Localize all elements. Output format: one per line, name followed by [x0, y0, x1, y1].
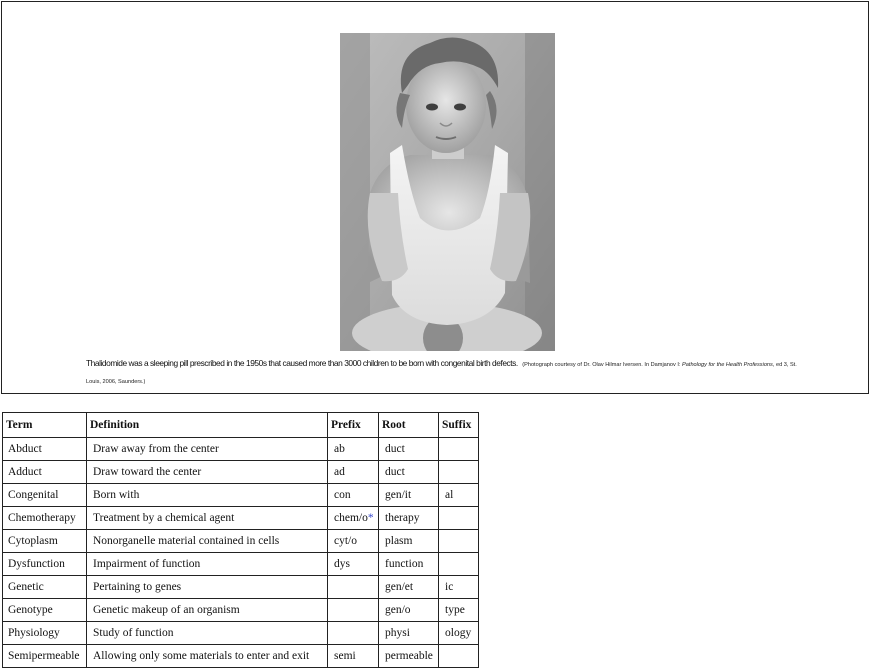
table-row [3, 645, 479, 668]
prefix-text: chem/o [334, 512, 368, 524]
cell-definition: Impairment of function [87, 553, 328, 576]
cell-root: therapy [379, 507, 439, 530]
cell-root: function [379, 553, 439, 576]
cell-root: duct [379, 461, 439, 484]
cell-suffix: al [439, 484, 479, 507]
header-definition: Definition [87, 413, 328, 438]
cell-suffix: type [439, 599, 479, 622]
caption-credit-prefix: (Photograph courtesy of Dr. Olav Hilmar Iversen. In Damjanov I: [522, 362, 681, 368]
terms-table [2, 412, 479, 668]
cell-prefix [328, 484, 379, 507]
cell-term: Genotype [3, 599, 87, 622]
cell-term: Congenital [3, 484, 87, 507]
prefix-text: con [334, 489, 351, 501]
cell-term: Abduct [3, 438, 87, 461]
table-row [3, 461, 479, 484]
cell-suffix [439, 461, 479, 484]
cell-term: Cytoplasm [3, 530, 87, 553]
cell-root: plasm [379, 530, 439, 553]
prefix-mark: * [367, 512, 374, 524]
table-row [3, 622, 479, 645]
cell-root: physi [379, 622, 439, 645]
cell-prefix [328, 622, 379, 645]
cell-term: Physiology [3, 622, 87, 645]
cell-suffix: ic [439, 576, 479, 599]
cell-prefix [328, 599, 379, 622]
cell-suffix [439, 645, 479, 668]
cell-suffix [439, 553, 479, 576]
table-row [3, 484, 479, 507]
cell-suffix [439, 507, 479, 530]
cell-prefix [328, 553, 379, 576]
cell-term: Chemotherapy [3, 507, 87, 530]
table-row [3, 576, 479, 599]
table-row [3, 438, 479, 461]
cell-definition: Genetic makeup of an organism [87, 599, 328, 622]
prefix-text: semi [334, 650, 356, 662]
header-prefix: Prefix [328, 413, 379, 438]
cell-prefix [328, 461, 379, 484]
cell-definition: Draw away from the center [87, 438, 328, 461]
cell-definition: Treatment by a chemical agent [87, 507, 328, 530]
header-term: Term [3, 413, 87, 438]
cell-definition: Pertaining to genes [87, 576, 328, 599]
caption-main-text: Thalidomide was a sleeping pill prescribed in the 1950s that caused more than 3000 children to be born with congenital birth defects. [86, 358, 518, 368]
cell-term: Dysfunction [3, 553, 87, 576]
cell-term: Genetic [3, 576, 87, 599]
table-header-row [3, 413, 479, 438]
table-row [3, 599, 479, 622]
prefix-text: ad [334, 466, 345, 478]
cell-suffix [439, 438, 479, 461]
cell-suffix: ology [439, 622, 479, 645]
cell-root: duct [379, 438, 439, 461]
cell-prefix [328, 645, 379, 668]
table-body [3, 438, 479, 668]
prefix-text: cyt/o [334, 535, 357, 547]
cell-definition: Draw toward the center [87, 461, 328, 484]
table-row [3, 507, 479, 530]
table-row [3, 553, 479, 576]
cell-root: gen/o [379, 599, 439, 622]
header-suffix: Suffix [439, 413, 479, 438]
prefix-text: ab [334, 443, 345, 455]
photo-illustration [340, 33, 555, 351]
cell-definition: Study of function [87, 622, 328, 645]
cell-prefix [328, 576, 379, 599]
cell-prefix [328, 530, 379, 553]
cell-definition: Born with [87, 484, 328, 507]
prefix-text: dys [334, 558, 350, 570]
cell-definition: Allowing only some materials to enter and exit [87, 645, 328, 668]
thalidomide-child-photo [340, 33, 555, 351]
cell-prefix [328, 507, 379, 530]
cell-term: Semipermeable [3, 645, 87, 668]
cell-suffix [439, 530, 479, 553]
table-row [3, 530, 479, 553]
cell-prefix [328, 438, 379, 461]
cell-root: permeable [379, 645, 439, 668]
header-root: Root [379, 413, 439, 438]
cell-term: Adduct [3, 461, 87, 484]
caption-credit-title: Pathology for the Health Professions [682, 362, 773, 368]
cell-root: gen/et [379, 576, 439, 599]
cell-root: gen/it [379, 484, 439, 507]
caption-credit-suffix: , ed 3, St. Louis, 2006, Saunders.) [86, 362, 797, 385]
figure-caption [86, 355, 806, 389]
figure-panel [1, 1, 869, 394]
cell-definition: Nonorganelle material contained in cells [87, 530, 328, 553]
